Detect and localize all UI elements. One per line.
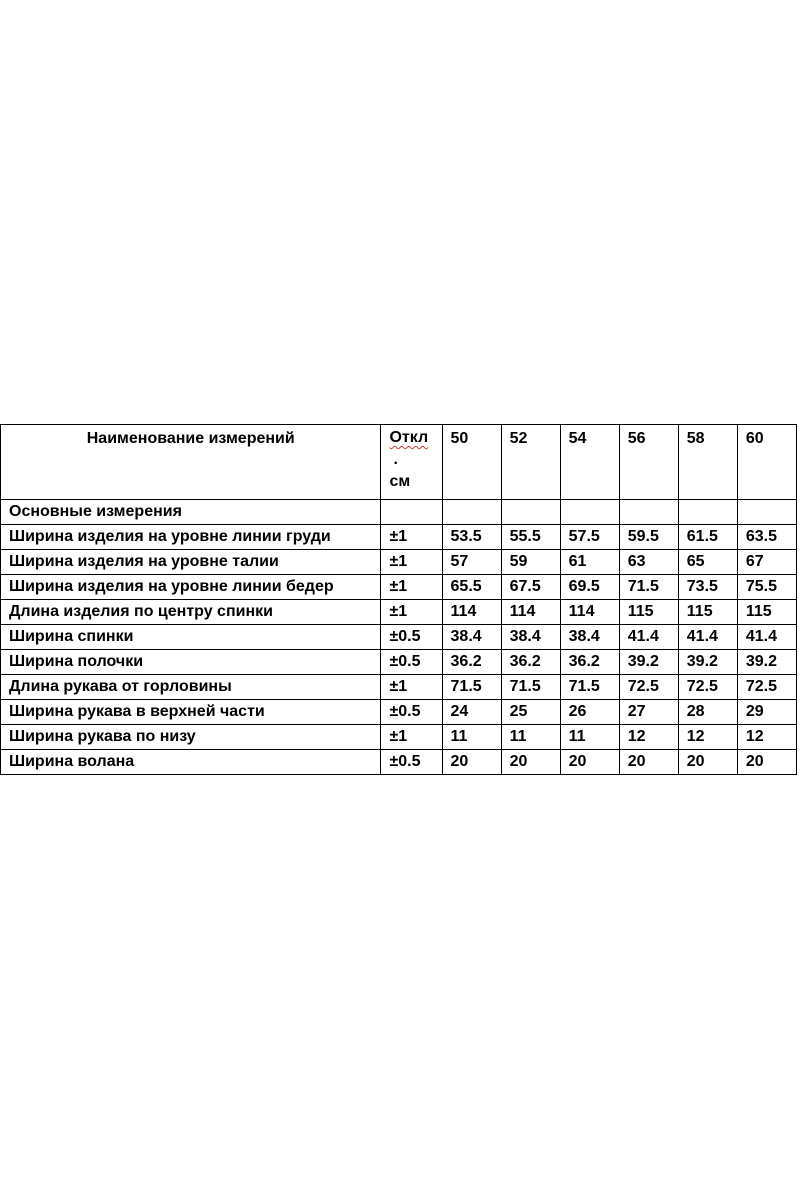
value-cell: 25	[501, 700, 560, 725]
tolerance-cell: ±1	[381, 550, 442, 575]
header-tolerance-line1: Откл	[389, 429, 429, 446]
value-cell: 36.2	[442, 650, 501, 675]
tolerance-cell: ±1	[381, 575, 442, 600]
value-cell: 61	[560, 550, 619, 575]
measurement-name: Ширина изделия на уровне линии бедер	[1, 575, 381, 600]
table-header-row	[1, 425, 797, 500]
value-cell: 41.4	[678, 625, 737, 650]
value-cell: 41.4	[737, 625, 796, 650]
tolerance-cell: ±0.5	[381, 700, 442, 725]
header-size: 50	[442, 425, 501, 500]
value-cell: 20	[737, 750, 796, 775]
tolerance-cell: ±0.5	[381, 625, 442, 650]
value-cell: 115	[678, 600, 737, 625]
size-table	[0, 424, 797, 775]
value-cell: 59.5	[619, 525, 678, 550]
header-tolerance-line2: .	[393, 451, 398, 468]
value-cell: 115	[619, 600, 678, 625]
table-row	[1, 550, 797, 575]
measurement-name: Ширина рукава по низу	[1, 725, 381, 750]
empty-cell	[560, 500, 619, 525]
value-cell: 39.2	[619, 650, 678, 675]
header-size: 54	[560, 425, 619, 500]
value-cell: 73.5	[678, 575, 737, 600]
value-cell: 72.5	[737, 675, 796, 700]
value-cell: 55.5	[501, 525, 560, 550]
value-cell: 61.5	[678, 525, 737, 550]
table-body	[1, 425, 797, 775]
measurement-name: Ширина волана	[1, 750, 381, 775]
value-cell: 11	[560, 725, 619, 750]
value-cell: 20	[501, 750, 560, 775]
tolerance-cell: ±0.5	[381, 650, 442, 675]
value-cell: 39.2	[737, 650, 796, 675]
table-row	[1, 525, 797, 550]
value-cell: 57.5	[560, 525, 619, 550]
measurement-name: Ширина спинки	[1, 625, 381, 650]
section-title: Основные измерения	[1, 500, 381, 525]
tolerance-cell: ±1	[381, 600, 442, 625]
table-row	[1, 700, 797, 725]
tolerance-cell: ±1	[381, 725, 442, 750]
measurement-name: Ширина изделия на уровне талии	[1, 550, 381, 575]
value-cell: 63	[619, 550, 678, 575]
value-cell: 20	[678, 750, 737, 775]
value-cell: 38.4	[501, 625, 560, 650]
value-cell: 69.5	[560, 575, 619, 600]
value-cell: 65	[678, 550, 737, 575]
value-cell: 65.5	[442, 575, 501, 600]
header-tolerance-line3: см	[389, 473, 411, 490]
value-cell: 75.5	[737, 575, 796, 600]
value-cell: 114	[560, 600, 619, 625]
value-cell: 26	[560, 700, 619, 725]
table-row	[1, 575, 797, 600]
empty-cell	[678, 500, 737, 525]
value-cell: 38.4	[442, 625, 501, 650]
tolerance-cell: ±1	[381, 525, 442, 550]
table-row	[1, 650, 797, 675]
measurement-name: Ширина изделия на уровне линии груди	[1, 525, 381, 550]
value-cell: 12	[737, 725, 796, 750]
value-cell: 20	[560, 750, 619, 775]
header-size: 60	[737, 425, 796, 500]
value-cell: 67	[737, 550, 796, 575]
value-cell: 114	[501, 600, 560, 625]
value-cell: 36.2	[501, 650, 560, 675]
measurement-name: Ширина рукава в верхней части	[1, 700, 381, 725]
header-size: 56	[619, 425, 678, 500]
value-cell: 39.2	[678, 650, 737, 675]
value-cell: 72.5	[678, 675, 737, 700]
empty-cell	[619, 500, 678, 525]
tolerance-cell: ±0.5	[381, 750, 442, 775]
value-cell: 20	[442, 750, 501, 775]
empty-cell	[501, 500, 560, 525]
value-cell: 67.5	[501, 575, 560, 600]
table-row	[1, 725, 797, 750]
value-cell: 71.5	[442, 675, 501, 700]
value-cell: 29	[737, 700, 796, 725]
tolerance-cell: ±1	[381, 675, 442, 700]
value-cell: 28	[678, 700, 737, 725]
size-chart	[0, 424, 797, 775]
value-cell: 115	[737, 600, 796, 625]
section-row	[1, 500, 797, 525]
value-cell: 63.5	[737, 525, 796, 550]
value-cell: 59	[501, 550, 560, 575]
value-cell: 12	[678, 725, 737, 750]
empty-cell	[381, 500, 442, 525]
value-cell: 57	[442, 550, 501, 575]
value-cell: 71.5	[560, 675, 619, 700]
value-cell: 12	[619, 725, 678, 750]
value-cell: 38.4	[560, 625, 619, 650]
measurement-name: Ширина полочки	[1, 650, 381, 675]
value-cell: 11	[442, 725, 501, 750]
table-row	[1, 750, 797, 775]
value-cell: 72.5	[619, 675, 678, 700]
value-cell: 36.2	[560, 650, 619, 675]
header-tolerance	[381, 425, 442, 500]
value-cell: 114	[442, 600, 501, 625]
value-cell: 27	[619, 700, 678, 725]
value-cell: 71.5	[501, 675, 560, 700]
header-size: 58	[678, 425, 737, 500]
value-cell: 41.4	[619, 625, 678, 650]
value-cell: 53.5	[442, 525, 501, 550]
value-cell: 71.5	[619, 575, 678, 600]
table-row	[1, 675, 797, 700]
value-cell: 24	[442, 700, 501, 725]
table-row	[1, 625, 797, 650]
measurement-name: Длина рукава от горловины	[1, 675, 381, 700]
empty-cell	[737, 500, 796, 525]
table-row	[1, 600, 797, 625]
header-size: 52	[501, 425, 560, 500]
empty-cell	[442, 500, 501, 525]
header-measurement-name: Наименование измерений	[1, 425, 381, 500]
value-cell: 20	[619, 750, 678, 775]
value-cell: 11	[501, 725, 560, 750]
measurement-name: Длина изделия по центру спинки	[1, 600, 381, 625]
